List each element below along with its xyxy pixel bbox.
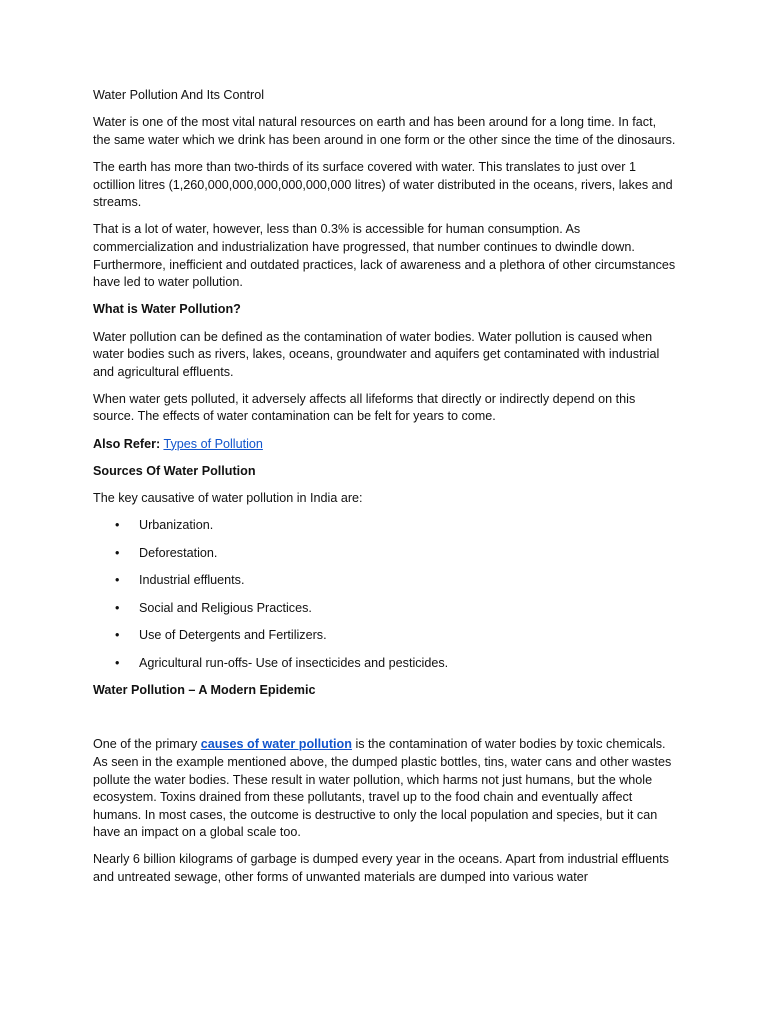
heading-modern-epidemic: Water Pollution – A Modern Epidemic xyxy=(93,683,316,698)
bullet-icon: • xyxy=(115,628,120,643)
also-refer-line xyxy=(93,436,677,454)
list-item-text: Agricultural run-offs- Use of insecticides and pesticides. xyxy=(139,655,449,670)
blank-line xyxy=(93,709,677,736)
paragraph-intro: Water is one of the most vital natural resources on earth and has been around for a long time. In fact, the same water which we drink has been around in one form or the other since the time of the dinosaurs. xyxy=(93,115,676,147)
paragraph-earth-water: The earth has more than two-thirds of its surface covered with water. This translates to just over 1 octillion litres (1,260,000,000,000,000,000,000 litres) of water distributed in the oceans, rivers, lakes and streams. xyxy=(93,159,673,210)
types-of-pollution-link[interactable]: Types of Pollution xyxy=(163,436,263,451)
paragraph-key-causes: The key causative of water pollution in India are: xyxy=(93,491,363,506)
bullet-icon: • xyxy=(115,655,120,670)
list-item xyxy=(93,545,677,563)
list-item xyxy=(93,600,677,618)
paragraph-primary-causes-rest: is the contamination of water bodies by toxic chemicals. As seen in the example mentioned above, the dumped plastic bottles, tins, water cans and other wastes pollute the water bodies. These result in water pollution, which harms not just humans, but the whole ecosystem. Toxins drained from these pollutants, travel up to the food chain and eventually affect humans. In most cases, the outcome is destructive to only the local population and species, but it can have an impact on a global scale too. xyxy=(93,737,672,840)
list-item xyxy=(93,572,677,590)
list-item-text: Social and Religious Practices. xyxy=(139,600,312,615)
list-item-text: Urbanization. xyxy=(139,518,214,533)
list-item-text: Deforestation. xyxy=(139,545,218,560)
sources-list xyxy=(93,517,677,672)
causes-of-water-pollution-link[interactable]: causes of water pollution xyxy=(200,737,352,752)
paragraph-consumption: That is a lot of water, however, less than 0.3% is accessible for human consumption. As commercialization and industrialization have progressed, that number continues to dwindle down. Furthermore, inefficient and outdated practices, lack of awareness and a plethora of other circumstances have led to water pollution. xyxy=(93,222,676,290)
list-item xyxy=(93,517,677,535)
bullet-icon: • xyxy=(115,600,120,615)
paragraph-primary-causes-start: One of the primary xyxy=(93,737,201,752)
heading-what-is-water-pollution: What is Water Pollution? xyxy=(93,302,241,317)
bullet-icon: • xyxy=(115,545,120,560)
paragraph-effects: When water gets polluted, it adversely affects all lifeforms that directly or indirectly depend on this source. The effects of water contamination can be felt for years to come. xyxy=(93,391,636,424)
bullet-icon: • xyxy=(115,518,120,533)
paragraph-garbage: Nearly 6 billion kilograms of garbage is dumped every year in the oceans. Apart from industrial effluents and untreated sewage, other forms of unwanted materials are dumped into various water xyxy=(93,852,669,885)
list-item-text: Industrial effluents. xyxy=(139,573,245,588)
list-item xyxy=(93,627,677,645)
paragraph-definition: Water pollution can be defined as the contamination of water bodies. Water pollution is caused when water bodies such as rivers, lakes, oceans, groundwater and aquifers get contaminated with industrial and agricultural effluents. xyxy=(93,329,660,379)
list-item xyxy=(93,655,677,673)
document-body xyxy=(93,87,677,896)
document-title: Water Pollution And Its Control xyxy=(93,88,265,102)
paragraph-primary-causes xyxy=(93,736,677,842)
bullet-icon: • xyxy=(115,573,120,588)
heading-sources: Sources Of Water Pollution xyxy=(93,463,256,478)
list-item-text: Use of Detergents and Fertilizers. xyxy=(139,628,327,643)
also-refer-label: Also Refer: xyxy=(93,436,161,451)
